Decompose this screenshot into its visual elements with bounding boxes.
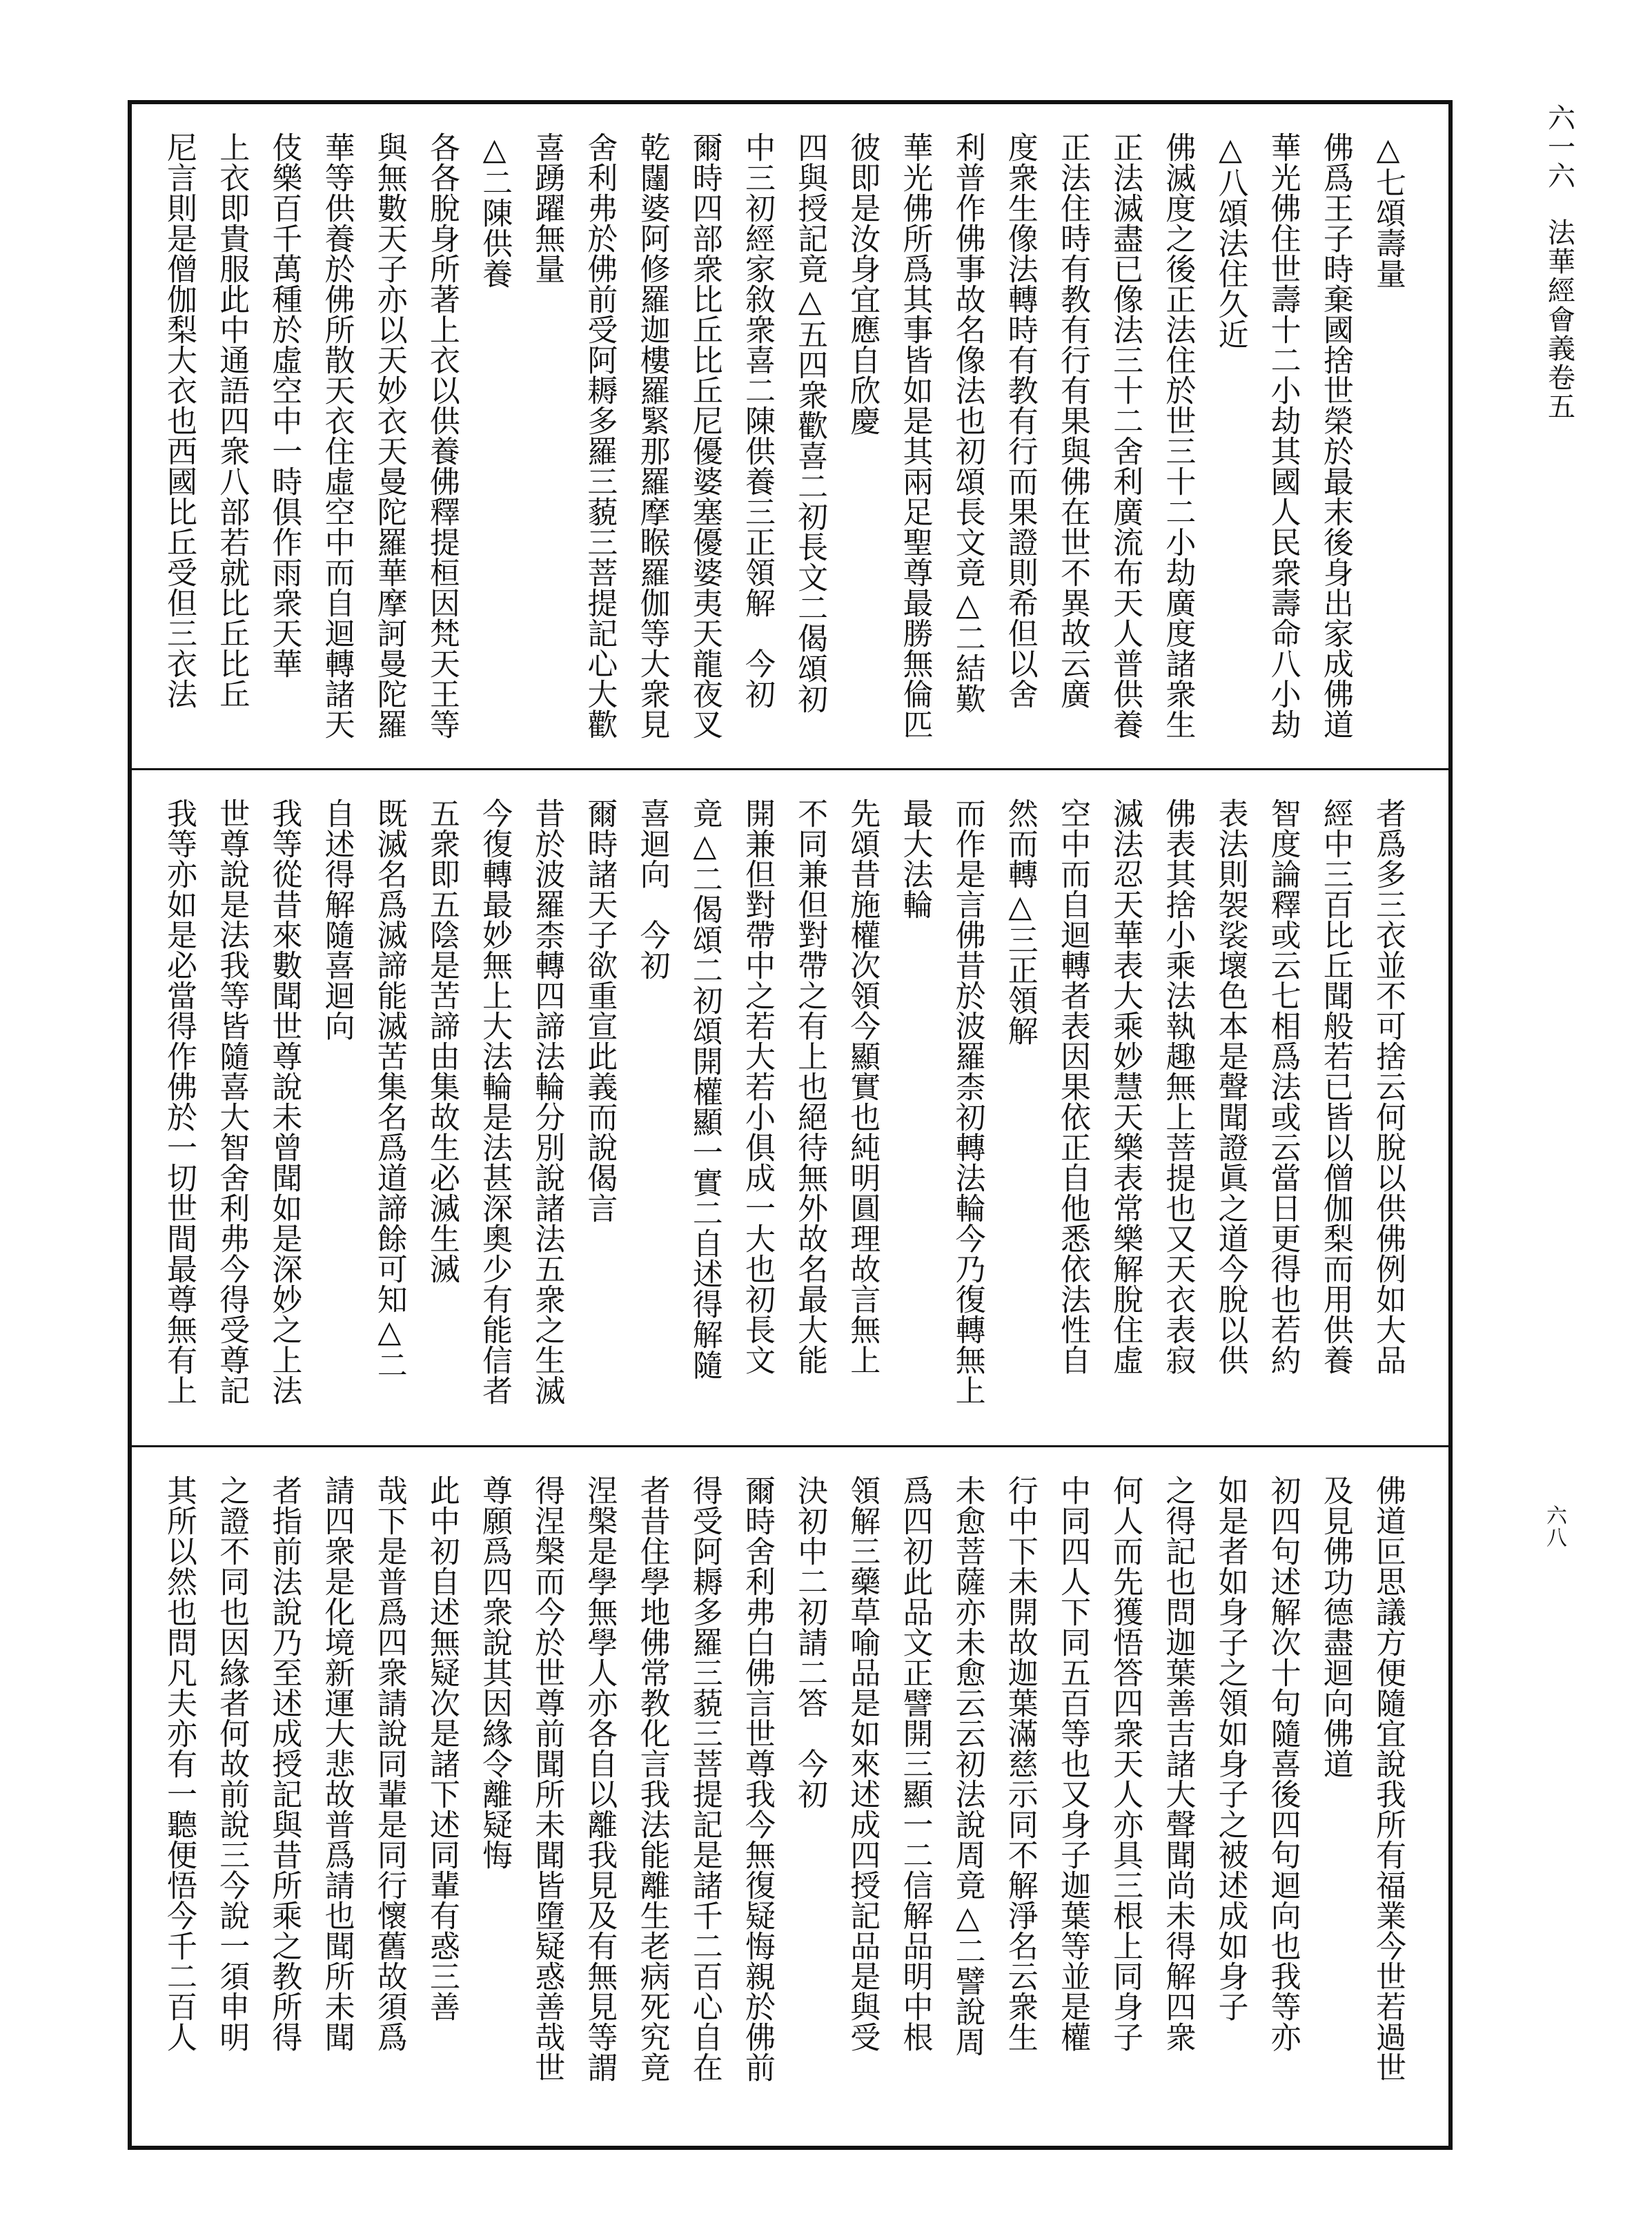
text-column: 四與授記竟△五四衆歡喜二初長文二偈頌初 [792, 132, 828, 714]
text-column: 中三初經家敘衆喜二陳供養三正領解 今初 [739, 132, 775, 709]
text-register-upper [132, 104, 1448, 768]
text-column: 正法滅盡已像法三十二舍利廣流布天人普供養 [1108, 132, 1143, 739]
text-column: 與無數天子亦以天妙衣天曼陀羅華摩訶曼陀羅 [371, 132, 407, 739]
text-column: 其所以然也問凡夫亦有一聽便悟今千二百人 [161, 1475, 197, 2052]
text-column: 世尊說是法我等皆隨喜大智舍利弗今得受尊記 [214, 798, 250, 1405]
text-column: △七頌壽量 [1370, 132, 1406, 288]
text-column: 佛表其捨小乘法執趣無上菩提也又天衣表寂 [1160, 798, 1196, 1375]
text-column: 智度論釋或云七相爲法或云當日更得也若約 [1265, 798, 1301, 1375]
text-column: 者指前法說乃至述成授記與昔所乘之教所得 [266, 1475, 302, 2052]
text-column: 今復轉最妙無上大法輪是法甚深奧少有能信者 [477, 798, 513, 1405]
text-column: 空中而自迴轉者表因果依正自他悉依法性自 [1054, 798, 1090, 1375]
text-register-lower [132, 1447, 1448, 2150]
text-column: 者昔住學地佛常教化言我法能離生老病死究竟 [634, 1475, 670, 2082]
text-column: 不同兼但對帶之有上也絕待無外故名最大能 [792, 798, 828, 1375]
text-column: 伎樂百千萬種於虛空中一時俱作雨衆天華 [266, 132, 302, 678]
text-column: 領解三藥草喻品是如來述成四授記品是與受 [845, 1475, 881, 2052]
text-column: 何人而先獲悟答四衆天人亦具三根上同身子 [1108, 1475, 1143, 2052]
text-column: 然而轉△三正領解 [1002, 798, 1038, 1046]
text-column: 涅槃是學無學人亦各自以離我見及有無見等謂 [582, 1475, 618, 2082]
text-column: 哉下是普爲四衆請說同輩是同行懷舊故須爲 [371, 1475, 407, 2052]
text-column: 上衣即貴服此中通語四衆八部若就比丘比丘 [214, 132, 250, 709]
text-column: 既滅名爲滅諦能滅苦集名爲道諦餘可知△二 [371, 798, 407, 1380]
text-column: 最大法輪 [897, 798, 933, 919]
text-column: 我等從昔來數聞世尊說未曾聞如是深妙之上法 [266, 798, 302, 1405]
text-column: 經中三百比丘聞般若已皆以僧伽梨而用供養 [1317, 798, 1353, 1375]
text-column: 滅法忍天華表大乘妙慧天樂表常樂解脫住虛 [1108, 798, 1143, 1375]
text-column: 利普作佛事故名像法也初頌長文竟△二結歎 [950, 132, 985, 714]
text-column: 初四句述解次十句隨喜後四句迴向也我等亦 [1265, 1475, 1301, 2052]
text-column: 昔於波羅柰轉四諦法輪分別說諸法五衆之生滅 [529, 798, 565, 1405]
text-column: 自述得解隨喜迴向 [319, 798, 355, 1041]
book-title: 法華經會義卷五 [1543, 218, 1575, 421]
running-header [1525, 104, 1594, 421]
text-column: 喜踴躍無量 [529, 132, 565, 284]
text-column: 先頌昔施權次領今顯實也純明圓理故言無上 [845, 798, 881, 1375]
columns-middle [159, 798, 1421, 1431]
text-column: 爾時四部衆比丘比丘尼優婆塞優婆夷天龍夜叉 [687, 132, 722, 739]
text-column: 彼即是汝身宜應自欣慶 [845, 132, 881, 435]
page-number: 六一六 [1543, 104, 1575, 190]
text-column: 之證不同也因緣者何故前說三今說一須申明 [214, 1475, 250, 2052]
text-column: 竟△二偈頌二初頌開權顯一實二自述得解隨 [687, 798, 722, 1380]
text-column: 此中初自述無疑次是諸下述同輩有惑三善 [424, 1475, 460, 2021]
columns-upper [159, 132, 1421, 754]
text-column: 爲四初此品文正譬開三顯一二信解品明中根 [897, 1475, 933, 2052]
text-column: 華光佛住世壽十二小劫其國人民衆壽命八小劫 [1265, 132, 1301, 739]
text-column: 各各脫身所著上衣以供養佛釋提桓因梵天王等 [424, 132, 460, 739]
text-column: 得涅槃而今於世尊前聞所未聞皆墮疑惑善哉世 [529, 1475, 565, 2082]
text-column: 喜迴向 今初 [634, 798, 670, 980]
text-column: 爾時諸天子欲重宣此義而說偈言 [582, 798, 618, 1223]
text-column: 正法住時有教有行有果與佛在世不異故云廣 [1054, 132, 1090, 709]
text-column: 舍利弗於佛前受阿耨多羅三藐三菩提記心大歡 [582, 132, 618, 739]
text-column: 如是者如身子之領如身子之被述成如身子 [1212, 1475, 1248, 2021]
text-column: 尊願爲四衆說其因緣令離疑悔 [477, 1475, 513, 1870]
text-column: 尼言則是僧伽梨大衣也西國比丘受但三衣法 [161, 132, 197, 709]
text-column: 開兼但對帶中之若大若小俱成一大也初長文 [739, 798, 775, 1375]
text-column: 請四衆是化境新運大悲故普爲請也聞所未聞 [319, 1475, 355, 2052]
text-column: 之得記也問迦葉善吉諸大聲聞尚未得解四衆 [1160, 1475, 1196, 2052]
text-column: 乾闥婆阿修羅迦樓羅緊那羅摩睺羅伽等大衆見 [634, 132, 670, 739]
text-column: 得受阿耨多羅三藐三菩提記是諸千二百心自在 [687, 1475, 722, 2082]
text-column: 華光佛所爲其事皆如是其兩足聖尊最勝無倫匹 [897, 132, 933, 739]
text-column: 中同四人下同五百等也又身子迦葉等並是權 [1054, 1475, 1090, 2052]
text-column: 華等供養於佛所散天衣住虛空中而自迴轉諸天 [319, 132, 355, 739]
text-column: 佛爲王子時棄國捨世榮於最末後身出家成佛道 [1317, 132, 1353, 739]
text-column: 行中下未開故迦葉滿慈示同不解淨名云衆生 [1002, 1475, 1038, 2052]
text-register-middle [132, 770, 1448, 1445]
columns-lower [159, 1475, 1421, 2136]
text-column: 爾時舍利弗白佛言世尊我今無復疑悔親於佛前 [739, 1475, 775, 2082]
text-column: △八頌法住久近 [1212, 132, 1248, 349]
text-column: 我等亦如是必當得作佛於一切世間最尊無有上 [161, 798, 197, 1405]
text-column: 未愈菩薩亦未愈云云初法說周竟△二譬說周 [950, 1475, 985, 2057]
text-column: 決初中二初請二答 今初 [792, 1475, 828, 1809]
text-column: 五衆即五陰是苦諦由集故生必滅生滅 [424, 798, 460, 1284]
text-column: 佛滅度之後正法住於世三十二小劫廣度諸衆生 [1160, 132, 1196, 739]
text-column: 表法則袈裟壞色本是聲聞證眞之道今脫以供 [1212, 798, 1248, 1375]
text-column: 度衆生像法轉時有教有行而果證則希但以舍 [1002, 132, 1038, 709]
text-column: 而作是言佛昔於波羅柰初轉法輪今乃復轉無上 [950, 798, 985, 1405]
page-frame [128, 100, 1453, 2150]
side-page-number: 六八 [1542, 1505, 1566, 1549]
text-column: 佛道叵思議方便隨宜說我所有福業今世若過世 [1370, 1475, 1406, 2082]
text-column: 及見佛功德盡迴向佛道 [1317, 1475, 1353, 1779]
text-column: 者爲多三衣並不可捨云何脫以供佛例如大品 [1370, 798, 1406, 1375]
text-column: △二陳供養 [477, 132, 513, 288]
